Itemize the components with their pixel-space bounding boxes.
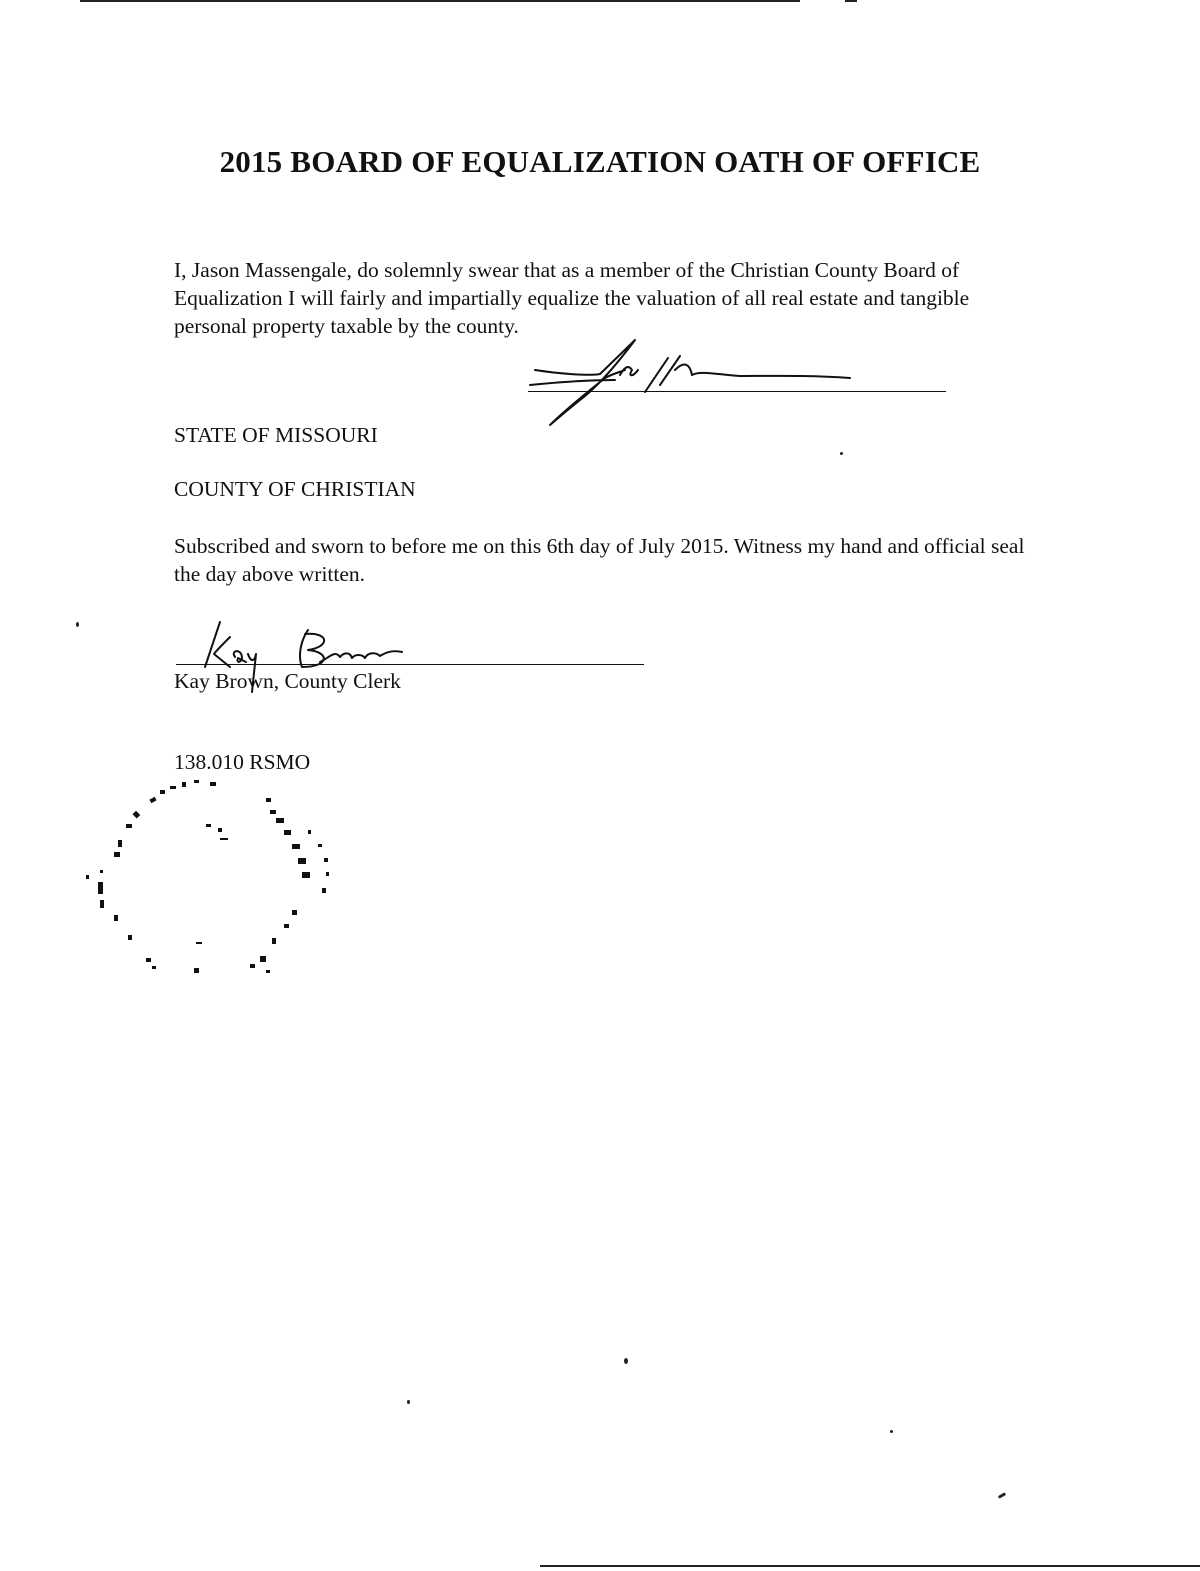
document-title: 2015 BOARD OF EQUALIZATION OATH OF OFFICE — [219, 144, 981, 179]
clerk-signature-line — [176, 664, 644, 665]
state-label: STATE OF MISSOURI — [174, 423, 378, 447]
county-label: COUNTY OF CHRISTIAN — [174, 477, 416, 501]
member-signature-icon — [520, 330, 860, 435]
oath-paragraph: I, Jason Massengale, do solemnly swear that as a member of the Christian County Board of Equalization I will fairly and impartially equalize the valuation of all real estate and tangible personal property taxable by the county. — [174, 258, 970, 338]
scan-speck — [624, 1358, 628, 1364]
scan-border-top — [80, 0, 800, 2]
scan-border-bottom — [540, 1565, 1200, 1567]
scan-speck — [407, 1400, 410, 1404]
official-seal-icon — [70, 760, 360, 990]
member-signature-line — [528, 391, 946, 392]
statute-reference: 138.010 RSMO — [174, 750, 311, 774]
subscribed-paragraph: Subscribed and sworn to before me on this 6th day of July 2015. Witness my hand and official seal the day above written. — [174, 534, 1025, 586]
scan-speck — [998, 1492, 1006, 1499]
scan-speck — [76, 622, 79, 627]
scan-border-top-fragment — [845, 0, 857, 2]
scan-speck — [890, 1430, 893, 1433]
clerk-name-title: Kay Brown, County Clerk — [174, 669, 401, 693]
scan-speck — [840, 452, 843, 455]
